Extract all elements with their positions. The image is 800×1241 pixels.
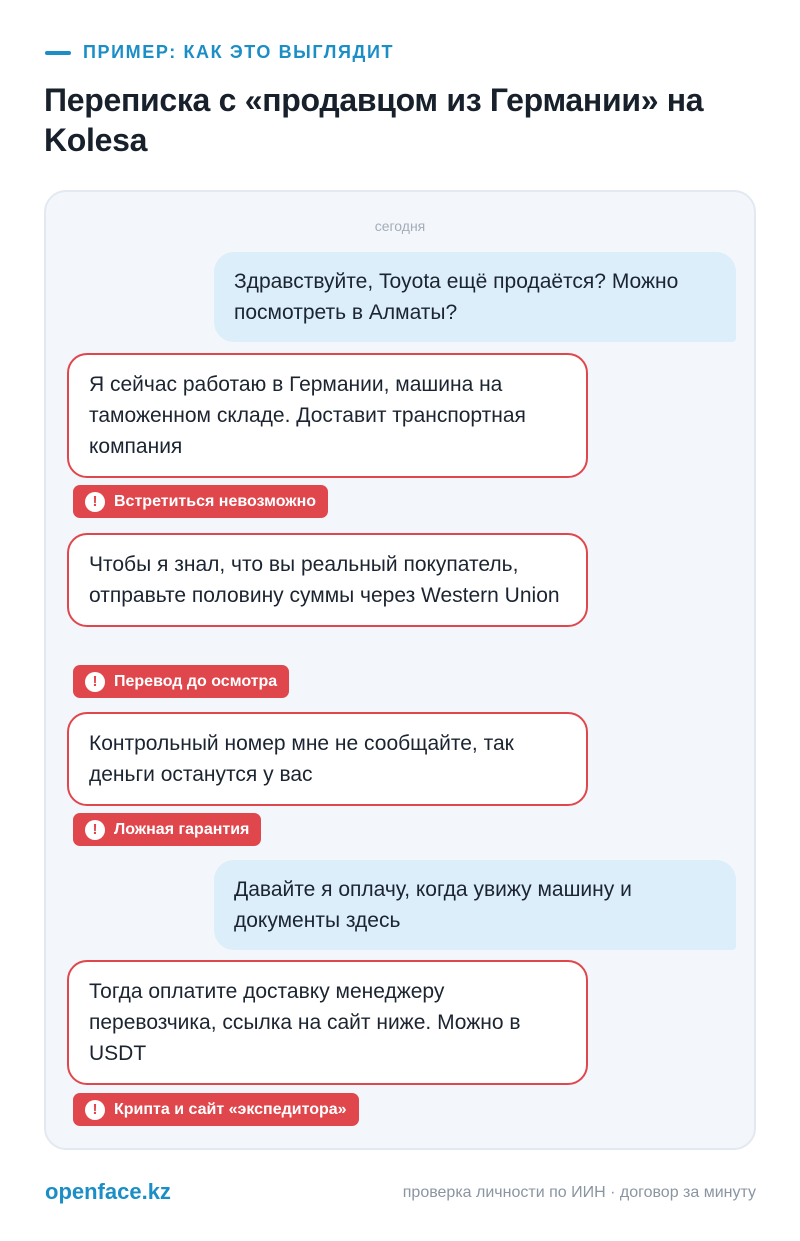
chat-window: [44, 190, 756, 1150]
date-separator: сегодня: [374, 218, 426, 234]
page-title: Переписка с «продавцом из Германии» на Kolesa: [44, 82, 704, 158]
message-incoming: Тогда оплатите доставку менеджеру перевозчика, ссылка на сайт ниже. Можно в USDT: [67, 960, 588, 1085]
message-incoming: Я сейчас работаю в Германии, машина на таможенном складе. Доставит транспортная компания: [67, 353, 588, 478]
warning-badge: [73, 1093, 359, 1126]
exclamation-circle-icon: !: [85, 492, 105, 512]
kicker: [45, 42, 394, 63]
warning-badge-label: Встретиться невозможно: [114, 492, 317, 510]
exclamation-circle-icon: !: [85, 820, 105, 840]
warning-badge: [73, 665, 289, 698]
kicker-label: ПРИМЕР: КАК ЭТО ВЫГЛЯДИТ: [83, 42, 395, 62]
message-outgoing: Здравствуйте, Toyota ещё продаётся? Можно посмотреть в Алматы?: [214, 252, 736, 342]
warning-badge-label: Ложная гарантия: [114, 820, 250, 838]
warning-badge-label: Крипта и сайт «экспедитора»: [114, 1100, 347, 1118]
warning-badge-label: Перевод до осмотра: [114, 672, 278, 690]
exclamation-circle-icon: !: [85, 672, 105, 692]
footer-brand-link[interactable]: openface.kz: [45, 1179, 171, 1204]
exclamation-circle-icon: !: [85, 1100, 105, 1120]
warning-badge: [73, 813, 261, 846]
message-incoming: Чтобы я знал, что вы реальный покупатель, отправьте половину суммы через Western Union: [67, 533, 588, 627]
message-incoming: Контрольный номер мне не сообщайте, так деньги останутся у вас: [67, 712, 588, 806]
warning-badge: [73, 485, 328, 518]
message-outgoing: Давайте я оплачу, когда увижу машину и документы здесь: [214, 860, 736, 950]
kicker-accent-bar: [45, 51, 71, 55]
footer-tagline: проверка личности по ИИН · договор за минуту: [402, 1184, 756, 1201]
